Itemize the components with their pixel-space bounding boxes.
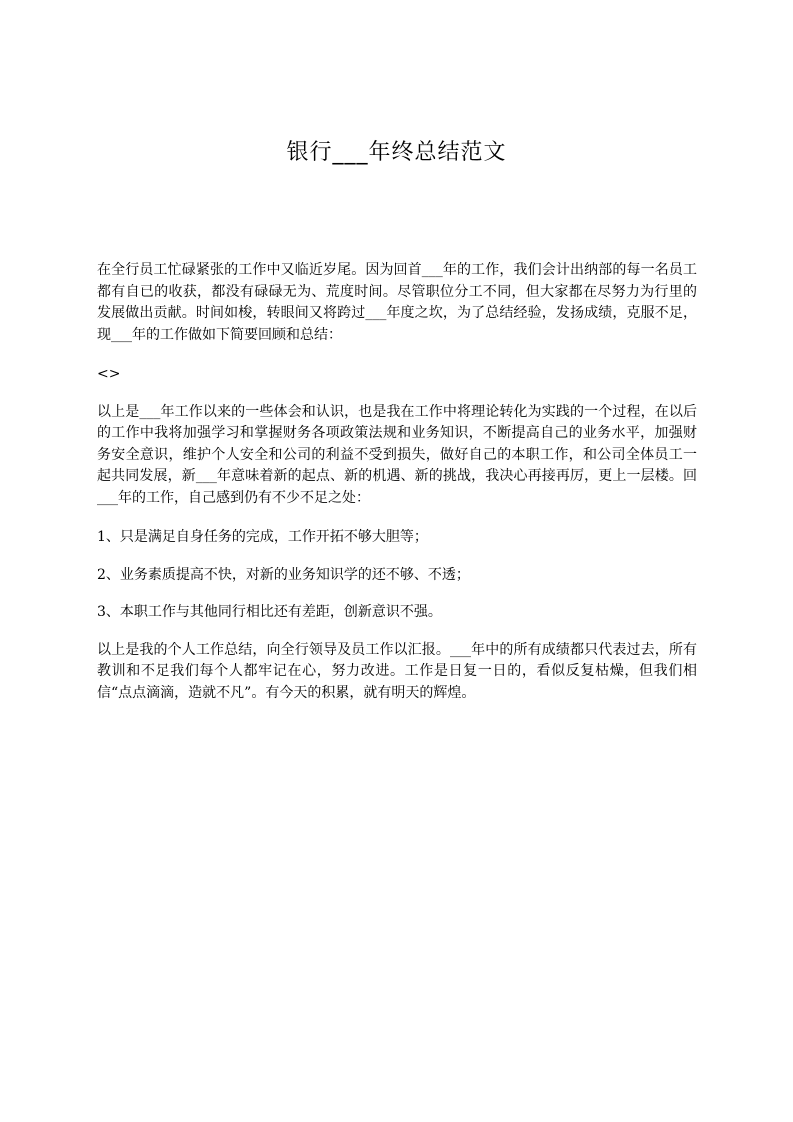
list-item-shortcoming-1: 1、只是满足自身任务的完成，工作开拓不够大胆等； (97, 529, 428, 545)
list-item-shortcoming-3: 3、本职工作与其他同行相比还有差距，创新意识不强。 (97, 604, 442, 620)
paragraph-conclusion: 以上是我的个人工作总结，向全行领导及员工作以汇报。___年中的所有成绩都只代表过去，所有教训和不足我们每个人都牢记在心，努力改进。工作是日复一日的，看似反复枯燥，但我们相信“点点滴滴，造就不凡”。有今天的积累，就有明天的辉煌。 (97, 641, 697, 701)
paragraph-reflection: 以上是___年工作以来的一些体会和认识，也是我在工作中将理论转化为实践的一个过程，在以后的工作中我将加强学习和掌握财务各项政策法规和业务知识，不断提高自己的业务水平，加强财务安全意识，维护个人安全和公司的利益不受到损失，做好自己的本职工作，和公司全体员工一起共同发展，新___年意味着新的起点、新的机遇、新的挑战，我决心再接再厉，更上一层楼。回___年的工作，自己感到仍有不少不足之处： (97, 403, 697, 506)
list-item-shortcoming-2: 2、业务素质提高不快，对新的业务知识学的还不够、不透； (97, 566, 470, 583)
document-title: 银行___年终总结范文 (286, 140, 507, 165)
document-body (97, 260, 697, 722)
paragraph-placeholder: <> (97, 366, 121, 382)
paragraph-intro: 在全行员工忙碌紧张的工作中又临近岁尾。因为回首___年的工作，我们会计出纳部的每一名员工都有自已的收获，都没有碌碌无为、荒度时间。尽管职位分工不同，但大家都在尽努力为行里的发展做出贡献。时间如梭，转眼间又将跨过___年度之坎，为了总结经验，发扬成绩，克服不足，现___年的工作做如下简要回顾和总结： (97, 262, 697, 343)
